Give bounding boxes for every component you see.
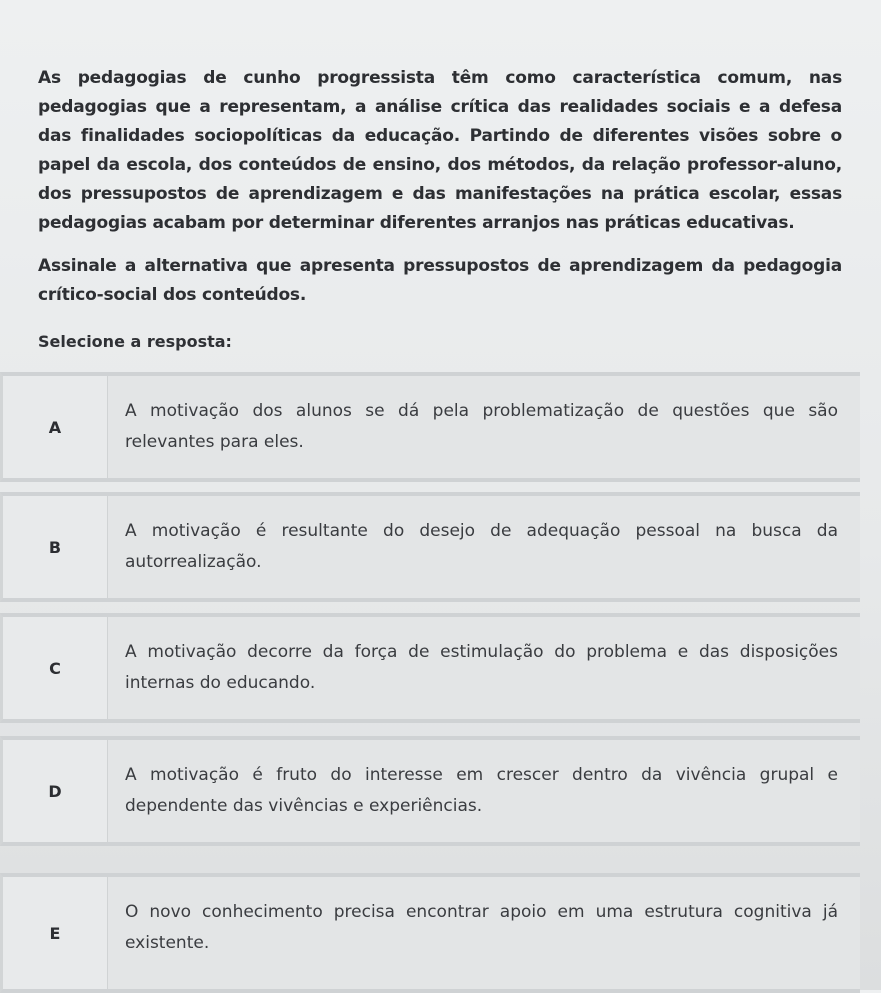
answer-option-d[interactable]: [0, 736, 860, 846]
answer-option-b[interactable]: [0, 492, 860, 602]
question-text: [38, 64, 842, 324]
answer-option-c[interactable]: [0, 613, 860, 723]
option-letter: C: [3, 617, 108, 719]
option-text: A motivação é fruto do interesse em crescer dentro da vivência grupal e dependente das vivências e experiências.: [125, 765, 838, 816]
option-letter: B: [3, 496, 108, 598]
question-paragraph-2: Assinale a alternativa que apresenta pressupostos de aprendizagem da pedagogia crítico-social dos conteúdos.: [38, 256, 842, 305]
answer-prompt: Selecione a resposta:: [38, 332, 232, 351]
option-text: A motivação é resultante do desejo de adequação pessoal na busca da autorrealização.: [125, 521, 838, 572]
answer-option-a[interactable]: [0, 372, 860, 482]
option-letter: A: [3, 376, 108, 478]
option-letter: D: [3, 740, 108, 842]
option-text: A motivação decorre da força de estimulação do problema e das disposições internas do educando.: [125, 642, 838, 693]
option-text: O novo conhecimento precisa encontrar apoio em uma estrutura cognitiva já existente.: [125, 902, 838, 953]
option-letter: E: [3, 877, 108, 989]
answer-option-e[interactable]: [0, 873, 860, 993]
question-paragraph-1: As pedagogias de cunho progressista têm como característica comum, nas pedagogias que a representam, a análise crítica das realidades sociais e a defesa das finalidades sociopolíticas da educação. Partindo de diferentes visões sobre o papel da escola, dos conteúdos de ensino, dos métodos, da relação professor-aluno, dos pressupostos de aprendizagem e das manifestações na prática escolar, essas pedagogias acabam por determinar diferentes arranjos nas práticas educativas.: [38, 68, 842, 233]
option-text: A motivação dos alunos se dá pela problematização de questões que são relevantes para eles.: [125, 401, 838, 452]
